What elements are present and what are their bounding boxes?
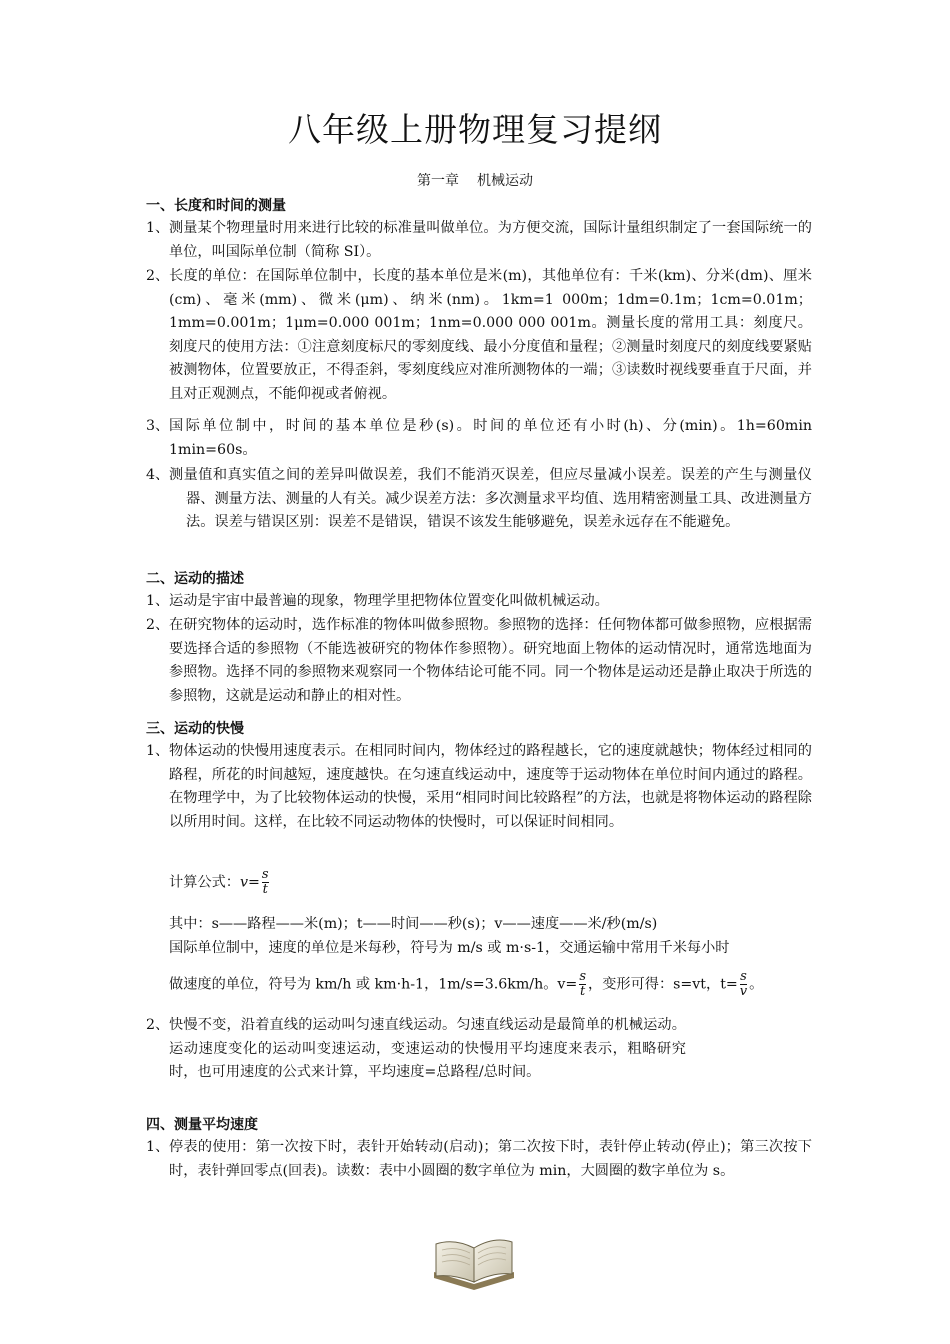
section-heading: 一、长度和时间的测量	[146, 198, 286, 214]
list-item	[146, 464, 812, 535]
fraction-s-over-v	[740, 970, 747, 999]
speed-unit-text: 国际单位制中，速度的单位是米每秒，符号为 m/s 或 m·s-1，交通运输中常用千米每小时	[169, 940, 730, 956]
chapter-name: 机械运动	[477, 173, 533, 189]
list-item	[146, 740, 812, 834]
speed-formula	[169, 868, 271, 897]
chapter-heading	[0, 170, 950, 190]
page-title: 八年级上册物理复习提纲	[288, 110, 662, 149]
item-text: 运动是宇宙中最普遍的现象，物理学里把物体位置变化叫做机械运动。	[169, 593, 609, 609]
item-text: 测量值和真实值之间的差异叫做误差，我们不能消灭误差，但应尽量减小误差。误差的产生与测量仪器、测量方法、测量的人有关。减少误差方法：多次测量求平均值、选用精密测量工具、改进测量方法。误差与错误区别：误差不是错误，错误不该发生能够避免，误差永远存在不能避免。	[169, 467, 812, 531]
open-book-icon	[428, 1232, 520, 1294]
item-text: 国际单位制中，时间的基本单位是秒(s)。时间的单位还有小时(h)、分(min)。1h=60min 1min=60s。	[169, 418, 812, 458]
fraction-numerator: s	[261, 867, 269, 882]
speed-unit-formula	[169, 970, 763, 999]
list-item	[146, 590, 812, 614]
item-number: 1、	[146, 743, 170, 759]
fraction-numerator: s	[740, 969, 747, 984]
fraction-s-over-t	[262, 868, 269, 897]
item-number: 4、	[146, 467, 170, 483]
fraction-denominator: t	[580, 984, 586, 999]
formula-variables: 其中：s——路程——米(m)；t——时间——秒(s)；v——速度——米/秒(m/s)	[169, 916, 658, 932]
unit-text-c: 。	[749, 976, 764, 993]
formula-v: v=	[239, 874, 260, 891]
list-item	[146, 217, 812, 264]
item-number: 2、	[146, 268, 170, 284]
unit-text-b: ，变形可得：s=vt，t=	[588, 976, 738, 993]
item-text: 停表的使用：第一次按下时，表针开始转动(启动)；第二次按下时，表针停止转动(停止)；第三次按下时，表针弹回零点(回表)。读数：表中小圆圈的数字单位为 min，大圆圈的数字单位为 s。	[169, 1139, 812, 1179]
unit-text-a: 做速度的单位，符号为 km/h 或 km·h-1，1m/s=3.6km/h。v=	[169, 976, 578, 993]
item-number: 2、	[146, 617, 170, 633]
list-item	[146, 415, 812, 462]
fraction-denominator: t	[262, 882, 268, 897]
list-item	[146, 1136, 812, 1183]
item-number: 2、	[146, 1017, 170, 1033]
list-item	[146, 1014, 686, 1085]
item-text: 测量某个物理量时用来进行比较的标准量叫做单位。为方便交流，国际计量组织制定了一套国际统一的单位，叫国际单位制（简称 SI）。	[169, 220, 812, 260]
fraction-numerator: s	[579, 969, 586, 984]
section-heading: 三、运动的快慢	[146, 721, 244, 737]
item-number: 3、	[146, 418, 170, 434]
item-number: 1、	[146, 593, 170, 609]
item-text: 在研究物体的运动时，选作标准的物体叫做参照物。参照物的选择：任何物体都可做参照物，应根据需要选择合适的参照物（不能选被研究的物体作参照物）。研究地面上物体的运动情况时，通常选地面为参照物。选择不同的参照物来观察同一个物体结论可能不同。同一个物体是运动还是静止取决于所选的参照物，这就是运动和静止的相对性。	[169, 617, 812, 704]
list-item	[146, 614, 812, 708]
item-text: 快慢不变，沿着直线的运动叫匀速直线运动。匀速直线运动是最简单的机械运动。运动速度变化的运动叫变速运动，变速运动的快慢用平均速度来表示，粗略研究时，也可用速度的公式来计算，平均速度=总路程/总时间。	[169, 1017, 686, 1081]
formula-label: 计算公式：	[169, 874, 240, 891]
section-heading: 二、运动的描述	[146, 571, 244, 587]
fraction-s-over-t	[579, 970, 586, 999]
item-number: 1、	[146, 220, 170, 236]
item-text: 物体运动的快慢用速度表示。在相同时间内，物体经过的路程越长，它的速度就越快；物体经过相同的路程，所花的时间越短，速度越快。在匀速直线运动中，速度等于运动物体在单位时间内通过的路程。在物理学中，为了比较物体运动的快慢，采用“相同时间比较路程”的方法，也就是将物体运动的路程除以所用时间。这样，在比较不同运动物体的快慢时，可以保证时间相同。	[169, 743, 812, 830]
chapter-label: 第一章	[417, 173, 459, 189]
fraction-denominator: v	[739, 984, 748, 999]
item-number: 1、	[146, 1139, 170, 1155]
list-item	[146, 265, 812, 407]
item-text: 长度的单位：在国际单位制中，长度的基本单位是米(m)，其他单位有：千米(km)、分米(dm)、厘米(cm)、毫米(mm)、微米(μm)、纳米(nm)。1km=1 000m；1dm=0.1m；1cm=0.01m；1mm=0.001m；1μm=0.000 001m；1nm=0.000 000 001m。测量长度的常用工具：刻度尺。刻度尺的使用方法：①注意刻度标尺的零刻度线、最小分度值和量程；②测量时刻度尺的刻度线要紧贴被测物体，位置要放正，不得歪斜，零刻度线应对准所测物体的一端；③读数时视线要垂直于尺面，并且对正观测点，不能仰视或者俯视。	[169, 268, 812, 402]
section-heading: 四、测量平均速度	[146, 1117, 258, 1133]
